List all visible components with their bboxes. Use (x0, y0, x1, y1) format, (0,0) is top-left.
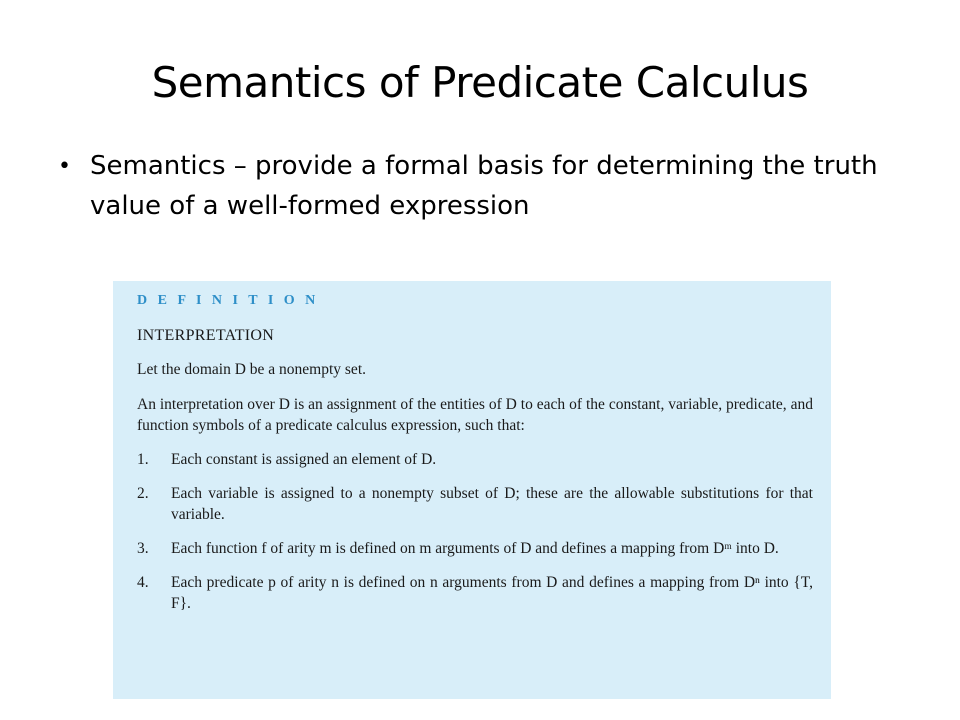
list-item-number: 3. (137, 540, 149, 557)
list-item (137, 449, 813, 470)
definition-list (137, 449, 813, 614)
list-item-text: Each constant is assigned an element of D. (171, 451, 437, 468)
list-item-number: 1. (137, 451, 149, 468)
list-item-number: 2. (137, 485, 149, 502)
definition-label: D E F I N I T I O N (137, 293, 319, 308)
list-item-number: 4. (137, 574, 149, 591)
list-item (137, 572, 813, 614)
bullet-dot-icon: • (58, 154, 71, 179)
definition-heading: INTERPRETATION (137, 327, 275, 344)
bullet-item (58, 146, 878, 226)
definition-interpretation-text: An interpretation over D is an assignment of the entities of D to each of the constant, variable, predicate, and function symbols of a predicate calculus expression, such that: (137, 396, 813, 434)
definition-domain-text: Let the domain D be a nonempty set. (137, 361, 366, 378)
list-item-text: Each variable is assigned to a nonempty subset of D; these are the allowable substitutions for that variable. (171, 485, 813, 523)
bullet-text: Semantics – provide a formal basis for determining the truth value of a well-formed expression (90, 151, 878, 221)
definition-box (113, 281, 831, 699)
list-item (137, 538, 813, 559)
list-item-text: Each function f of arity m is defined on m arguments of D and defines a mapping from Dᵐ into D. (171, 540, 779, 557)
list-item-text: Each predicate p of arity n is defined on n arguments from D and defines a mapping from Dⁿ into {T, F}. (171, 574, 813, 612)
slide-title: Semantics of Predicate Calculus (151, 58, 809, 107)
list-item (137, 483, 813, 525)
